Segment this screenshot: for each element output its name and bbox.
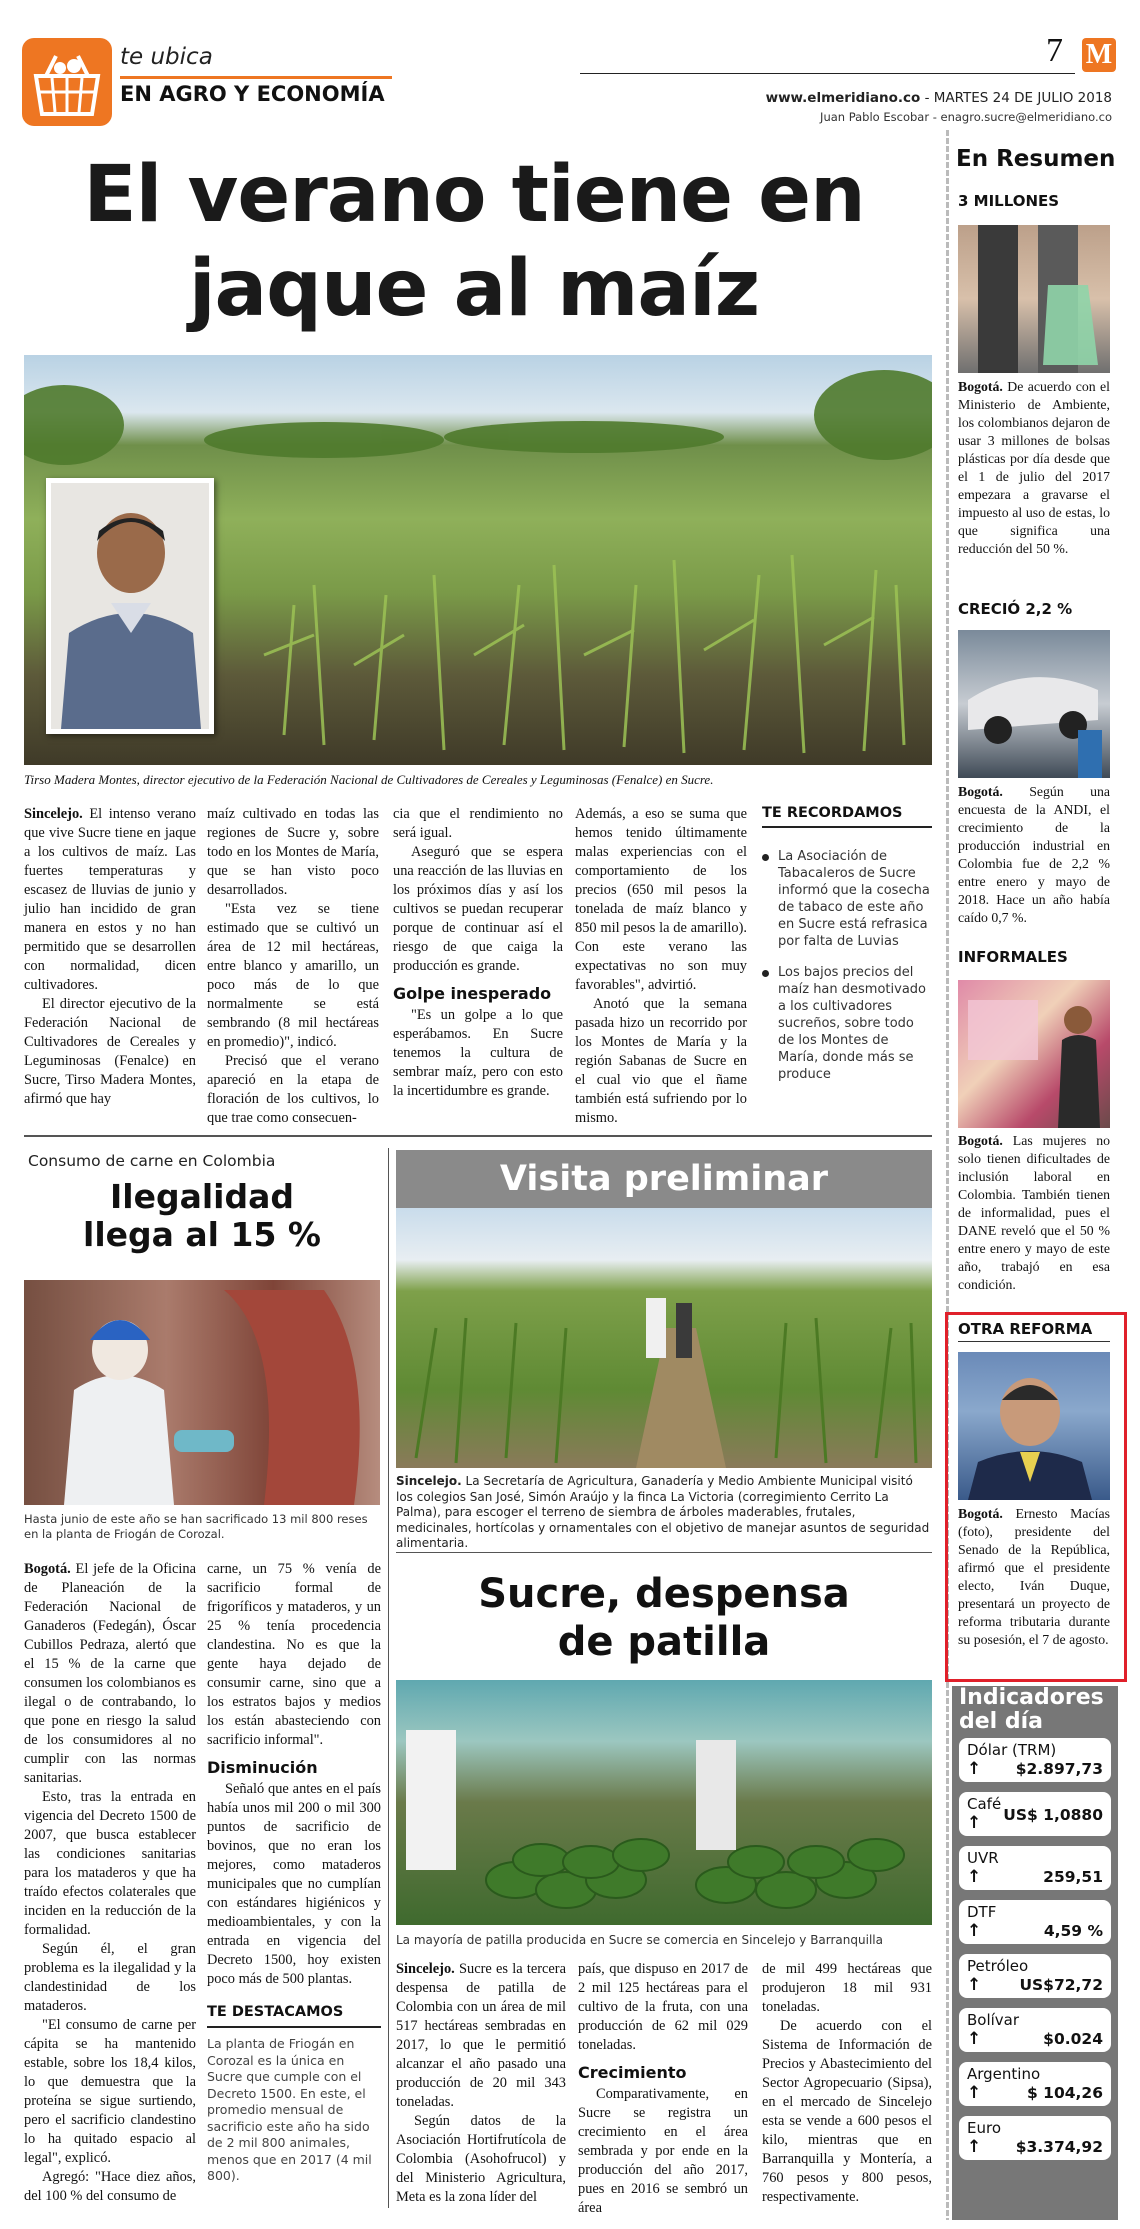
paragraph: cia que el rendimiento no será igual.	[393, 806, 563, 841]
butcher-photo	[24, 1280, 380, 1505]
bullet-icon	[762, 854, 769, 861]
main-column-4	[575, 805, 747, 1128]
paragraph: Señaló que antes en el país había unos mil 200 o mil 300 puntos de sacrificio de bovinos, que no eran los mejores, como mataderos municipales que no cumplían con estándares higiénicos y medioambientales, y con la entrada en vigencia del Decreto 1500, hoy existen poco más de 500 plantas.	[207, 1781, 381, 1987]
portrait-photo	[46, 478, 214, 734]
headline-line-1: Ilegalidad	[110, 1177, 294, 1216]
sidebar-heading: OTRA REFORMA	[958, 1320, 1093, 1338]
sidebar-title: En Resumen	[956, 146, 1116, 172]
list-item: La Asociación de Tabacaleros de Sucre informó que la cosecha de tabaco de este año en Sucre está refrasica por falta de Luvias	[762, 848, 932, 950]
butcher-illustration	[24, 1280, 380, 1505]
indicadores-title: Indicadores del día	[959, 1685, 1104, 1734]
section-divider	[396, 1552, 932, 1553]
section-title: EN AGRO Y ECONOMÍA	[120, 82, 385, 106]
dateline: Sincelejo.	[24, 806, 83, 822]
dateline: Sincelejo.	[396, 1474, 462, 1488]
patilla-column-2	[578, 1960, 748, 2218]
street-vendor-photo	[958, 980, 1110, 1128]
patilla-illustration	[396, 1680, 932, 1925]
visita-caption	[396, 1474, 932, 1552]
paragraph: Además, a eso se suma que hemos tenido últimamente malas experiencias con el comportamiento de los precios (650 mil pesos la tonelada de maíz blanco y 850 mil pesos la de amarillo). Con este verano las expectativas no son muy favorables", advirtió.	[575, 806, 747, 993]
indicator-bolivar: Bolívar ↑ $0.024	[959, 2008, 1111, 2052]
paragraph: "El consumo de carne per cápita se ha mantenido estable, sobre los 18,4 kilos, lo que demuestra que la proteína se sigue surtiendo, pero el sacrificio clandestino lo ha quitado espacio al legal", explicó.	[24, 2017, 196, 2166]
paragraph: Comparativamente, en Sucre se registra un crecimiento en el área sembrada y por ende en la producción del año 2017, pues en 2016 se sembró un área	[578, 2086, 748, 2216]
brand-logo: M	[1082, 38, 1116, 72]
paragraph: El director ejecutivo de la Federación Nacional de Cultivadores de Cereales y Leguminosas (Fenalce) en Sucre, Tirso Madera Montes, afirmó que hay	[24, 996, 196, 1107]
carne-photo-caption: Hasta junio de este año se han sacrificado 13 mil 800 reses en la planta de Friogán de Corozal.	[24, 1512, 368, 1541]
paragraph: Agregó: "Hace diez años, del 100 % del consumo de	[24, 2169, 196, 2204]
patilla-headline	[396, 1570, 932, 1666]
subheading: Crecimiento	[578, 2063, 687, 2082]
section-divider	[24, 1135, 932, 1137]
paragraph: de mil 499 hectáreas que produjeron 18 mil 931 toneladas.	[762, 1961, 932, 2015]
headline-line-2: llega al 15 %	[83, 1215, 321, 1254]
paragraph: Aseguró que se espera una reacción de las lluvias en los próximos días y así los cultivos se puedan recuperar porque de continuar así el riesgo de que caiga la producción es grande.	[393, 844, 563, 974]
website[interactable]: www.elmeridiano.co	[765, 90, 921, 106]
kicker-rule	[120, 76, 392, 79]
caption-text: La Secretaría de Agricultura, Ganadería y Medio Ambiente Municipal visitó los colegios San José, Simón Araújo y la finca La Victoria (corregimiento Cerrito La Palma), para escoger el terreno de siembra de árboles maderables, frutales, medicinales, hortícolas y ornamentales con el objetivo de manejar asuntos de seguridad alimentaria.	[396, 1474, 930, 1550]
arrow-up-icon: ↑	[967, 2029, 982, 2049]
carne-column-1	[24, 1560, 196, 2206]
paragraph: Según datos de la Asociación Hortifrutícola de Colombia (Asohofrucol) y del Ministerio Agricultura, Meta es la zona líder del	[396, 2113, 566, 2205]
paragraph: maíz cultivado en todas las regiones de Sucre y, sobre todo en los Montes de María, que se han visto poco desarrollados.	[207, 806, 379, 898]
paragraph: Según él, el gran problema es la ilegalidad y la clandestinidad de los mataderos.	[24, 1941, 196, 2014]
sidebar-heading: INFORMALES	[958, 948, 1068, 966]
header-rule	[580, 73, 1075, 74]
main-column-2	[207, 805, 379, 1128]
patilla-caption: La mayoría de patilla producida en Sucre se comercia en Sincelejo y Barranquilla	[396, 1933, 883, 1947]
arrow-up-icon: ↑	[967, 1867, 982, 1887]
arrow-up-icon: ↑	[967, 1921, 982, 1941]
paragraph: Precisó que el verano apareció en la etapa de floración de los cultivos, lo que trae como consecuen-	[207, 1053, 379, 1126]
indicator-uvr: UVR ↑ 259,51	[959, 1846, 1111, 1890]
patilla-column-1	[396, 1960, 566, 2207]
sidebar-heading: CRECIÓ 2,2 %	[958, 600, 1073, 618]
arrow-up-icon: ↑	[967, 1975, 982, 1995]
indicator-dolar: Dólar (TRM) ↑ $2.897,73	[959, 1738, 1111, 1782]
destacamos-text: La planta de Friogán en Corozal es la única en Sucre que cumple con el Decreto 1500. En este, el promedio mensual de sacrificio este año ha sido de 2 mil 800 animales, menos que en 2017 (4 mil 800).	[207, 2036, 372, 2183]
headline-line-2: jaque al maíz	[188, 244, 760, 334]
indicator-euro: Euro ↑ $3.374,92	[959, 2116, 1111, 2160]
paragraph: Anotó que la semana pasada hizo un recorrido por los Montes de María y la región Sabanas de Sucre en el cual vio que el ñame también está sufriendo por lo mismo.	[575, 996, 747, 1126]
headline-line-2: de patilla	[557, 1619, 771, 1665]
date: MARTES 24 DE JULIO 2018	[933, 90, 1112, 106]
arrow-up-icon: ↑	[967, 2083, 982, 2103]
carne-headline	[24, 1178, 380, 1254]
paragraph: país, que dispuso en 2017 de 2 mil 125 hectáreas para el cultivo de la fruta, con una producción de 62 mil 029 toneladas.	[578, 1961, 748, 2053]
editor-credit: Juan Pablo Escobar - enagro.sucre@elmeridiano.co	[820, 110, 1112, 124]
paragraph: "Es un golpe a lo que esperábamos. En Sucre tenemos la cultura de sembrar maíz, pero con esto la incertidumbre es grande.	[393, 1007, 563, 1099]
paragraph: De acuerdo con el Sistema de Información de Precios y Abastecimiento del Sector Agropecuario (Sipsa), en el mercado de Sincelejo esta se vende a 600 pesos el kilo, mientras que en Barranquilla y Montería, a 760 pesos y 800 pesos, respectivamente.	[762, 2018, 932, 2205]
bullet-icon	[762, 970, 769, 977]
indicator-argentino: Argentino ↑ $ 104,26	[959, 2062, 1111, 2106]
paragraph: El jefe de la Oficina de Planeación de la Federación Nacional de Ganaderos (Fedegán), Óscar Cubillos Pedraza, alertó que el 15 % de la carne que consumen los colombianos es ilegal o de contrabando, lo que pone en riesgo la salud de los consumidores al no cumplir con las normas sanitarias.	[24, 1561, 196, 1786]
indicator-dtf: DTF ↑ 4,59 %	[959, 1900, 1111, 1944]
industry-photo	[958, 630, 1110, 778]
subheading: Golpe inesperado	[393, 984, 552, 1003]
sidebar-text: Bogotá. De acuerdo con el Ministerio de Ambiente, los colombianos dejaron de usar 3 millones de bolsas plásticas por día desde que el 1 de julio del 2017 empezara a gravarse el impuesto al uso de estas, lo que significa una reducción del 50 %.	[958, 379, 1110, 556]
main-headline	[24, 148, 924, 336]
sidebar-text: Bogotá. Según una encuesta de la ANDI, el crecimiento de la producción industrial en Colombia fue de 2,2 % entre enero y mayo de 2018. Hace un año había caído 0,7 %.	[958, 784, 1110, 925]
shopping-bags-photo	[958, 225, 1110, 373]
headline-line-1: El verano tiene en	[83, 150, 865, 240]
destacamos-title: TE DESTACAMOS	[207, 2003, 381, 2028]
sidebar-text: Bogotá. Ernesto Macías (foto), presidente del Senado de la República, afirmó que el presidente electo, Iván Duque, presentará un proyecto de reforma tributaria durante su posesión, el 7 de agosto.	[958, 1506, 1111, 1647]
visita-illustration	[396, 1208, 932, 1468]
indicator-cafe: Café ↑ US$ 1,0880	[959, 1792, 1111, 1836]
section-kicker: te ubica	[120, 44, 213, 70]
portrait-illustration	[51, 483, 209, 729]
basket-icon	[22, 38, 112, 126]
subheading: Disminución	[207, 1758, 318, 1777]
visita-photo	[396, 1208, 932, 1468]
paragraph: carne, un 75 % venía de sacrificio formal de frigoríficos y mataderos, y un 25 % tenía procedencia clandestina. No es que la gente haya dejado de consumir carne, sino que a los estratos bajos y medios los están abasteciendo con sacrificio informal".	[207, 1561, 381, 1748]
paragraph: Esto, tras la entrada en vigencia del Decreto 1500 de 2007, que busca establecer las condiciones sanitarias para los mataderos y que ha traído efectos colaterales que inciden en la reducción de la formalidad.	[24, 1789, 196, 1938]
carne-kicker: Consumo de carne en Colombia	[28, 1152, 276, 1170]
recordamos-box	[762, 805, 932, 1097]
heading-rule	[958, 1341, 1110, 1342]
section-logo	[22, 38, 112, 126]
main-column-1	[24, 805, 196, 1109]
main-photo-caption: Tirso Madera Montes, director ejecutivo de la Federación Nacional de Cultivadores de Cereales y Leguminosas (Fenalce) en Sucre.	[24, 772, 714, 787]
headline-line-1: Sucre, despensa	[478, 1571, 850, 1617]
sidebar-text: Bogotá. Las mujeres no solo tienen dificultades de inclusión laboral en Colombia. También tienen de informalidad, pues el DANE reveló que el 50 % entre enero y mayo de este año, trabajó en esa condición.	[958, 1133, 1110, 1292]
paragraph: El intenso verano que vive Sucre tiene en jaque a los cultivos de maíz. Las fuertes temperaturas y escasez de lluvias de junio y julio han incidido de gran manera en estos y no han permitido que se desarrollen con normalidad, dicen cultivadores.	[24, 806, 196, 993]
header-dateline: www.elmeridiano.co - MARTES 24 DE JULIO 2018	[765, 90, 1112, 106]
sidebar-heading: 3 MILLONES	[958, 192, 1060, 210]
page-number: 7	[1046, 32, 1063, 69]
arrow-up-icon: ↑	[967, 2137, 982, 2157]
column-divider	[388, 1148, 389, 2208]
indicator-petroleo: Petróleo ↑ US$72,72	[959, 1954, 1111, 1998]
arrow-up-icon: ↑	[967, 1759, 982, 1779]
list-item: Los bajos precios del maíz han desmotivado a los cultivadores sucreños, sobre todo de los Montes de María, donde más se produce	[762, 964, 932, 1083]
senator-photo	[958, 1352, 1110, 1500]
patilla-photo	[396, 1680, 932, 1925]
paragraph: "Esta vez se tiene estimado que se cultivó un área de 12 mil hectáreas, entre blanco y amarillo, un poco más de lo que normalmente se está sembrando (8 mil hectáreas en promedio)", indicó.	[207, 901, 379, 1050]
recordamos-title: TE RECORDAMOS	[762, 805, 932, 828]
patilla-column-3	[762, 1960, 932, 2207]
paragraph: Sucre es la tercera despensa de patilla de Colombia con un área de mil 517 hectáreas sembradas en 2017, lo que le permitió alcanzar el año pasado una producción de 20 mil 343 toneladas.	[396, 1961, 566, 2110]
dateline: Sincelejo.	[396, 1961, 455, 1977]
dateline: Bogotá.	[24, 1561, 71, 1577]
visita-banner: Visita preliminar	[396, 1150, 932, 1208]
main-column-3	[393, 805, 563, 1101]
carne-column-2	[207, 1560, 381, 2185]
arrow-up-icon: ↑	[967, 1813, 982, 1833]
sidebar-border	[946, 130, 949, 2220]
